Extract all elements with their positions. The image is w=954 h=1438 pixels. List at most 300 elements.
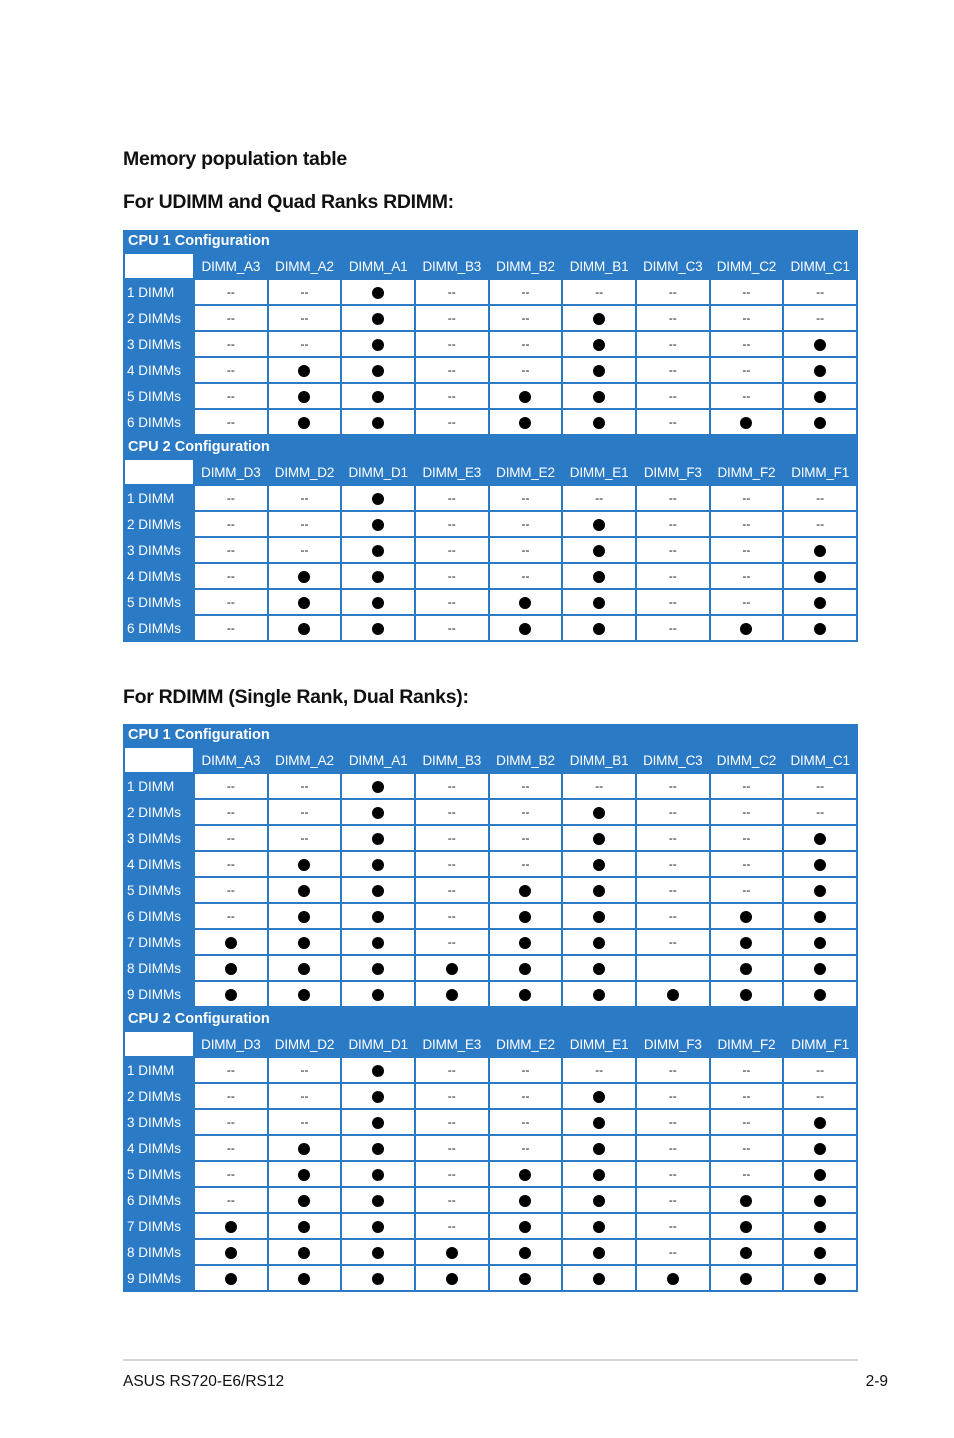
column-header: DIMM_A1 bbox=[341, 747, 415, 773]
row-label: 5 DIMMs bbox=[124, 1161, 194, 1187]
column-header: DIMM_C1 bbox=[783, 747, 857, 773]
row-label: 4 DIMMs bbox=[124, 357, 194, 383]
empty-slot-cell: -- bbox=[194, 877, 268, 903]
filled-dot-icon bbox=[225, 1247, 237, 1259]
filled-dot-icon bbox=[298, 1195, 310, 1207]
populated-slot-cell bbox=[562, 1161, 636, 1187]
column-header: DIMM_A2 bbox=[268, 747, 342, 773]
filled-dot-icon bbox=[372, 339, 384, 351]
empty-slot-cell: -- bbox=[783, 1083, 857, 1109]
populated-slot-cell bbox=[341, 773, 415, 799]
table-row bbox=[124, 1187, 857, 1213]
filled-dot-icon bbox=[593, 807, 605, 819]
empty-slot-cell: -- bbox=[415, 409, 489, 435]
empty-slot-cell: -- bbox=[415, 589, 489, 615]
column-header: DIMM_B3 bbox=[415, 253, 489, 279]
empty-slot-cell: -- bbox=[415, 537, 489, 563]
populated-slot-cell bbox=[562, 825, 636, 851]
empty-slot-cell: -- bbox=[415, 279, 489, 305]
filled-dot-icon bbox=[446, 963, 458, 975]
empty-slot-cell: -- bbox=[194, 589, 268, 615]
column-header: DIMM_E3 bbox=[415, 459, 489, 485]
populated-slot-cell bbox=[562, 851, 636, 877]
filled-dot-icon bbox=[593, 1221, 605, 1233]
filled-dot-icon bbox=[372, 1169, 384, 1181]
empty-slot-cell: -- bbox=[636, 563, 710, 589]
footer-product-name: ASUS RS720-E6/RS12 bbox=[123, 1373, 285, 1390]
udimm-memory-table bbox=[123, 230, 858, 642]
populated-slot-cell bbox=[341, 1265, 415, 1291]
row-label: 8 DIMMs bbox=[124, 955, 194, 981]
populated-slot-cell bbox=[783, 1135, 857, 1161]
filled-dot-icon bbox=[814, 1221, 826, 1233]
table-row bbox=[124, 1213, 857, 1239]
filled-dot-icon bbox=[593, 911, 605, 923]
filled-dot-icon bbox=[814, 911, 826, 923]
empty-slot-cell: -- bbox=[636, 1109, 710, 1135]
empty-slot-cell: -- bbox=[636, 1083, 710, 1109]
populated-slot-cell bbox=[341, 409, 415, 435]
populated-slot-cell bbox=[268, 955, 342, 981]
empty-slot-cell: -- bbox=[636, 589, 710, 615]
populated-slot-cell bbox=[341, 1083, 415, 1109]
empty-slot-cell: -- bbox=[710, 305, 784, 331]
empty-slot-cell: -- bbox=[783, 1057, 857, 1083]
populated-slot-cell bbox=[783, 825, 857, 851]
populated-slot-cell bbox=[489, 877, 563, 903]
empty-slot-cell: -- bbox=[194, 485, 268, 511]
table-row bbox=[124, 1083, 857, 1109]
filled-dot-icon bbox=[814, 1143, 826, 1155]
populated-slot-cell bbox=[341, 279, 415, 305]
empty-slot-cell: -- bbox=[194, 1187, 268, 1213]
table-row bbox=[124, 981, 857, 1007]
empty-slot-cell: -- bbox=[194, 279, 268, 305]
column-header: DIMM_C2 bbox=[710, 253, 784, 279]
empty-slot-cell: -- bbox=[415, 383, 489, 409]
empty-slot-cell: -- bbox=[636, 825, 710, 851]
empty-slot-cell: -- bbox=[194, 903, 268, 929]
filled-dot-icon bbox=[814, 833, 826, 845]
empty-slot-cell: -- bbox=[489, 1109, 563, 1135]
empty-slot-cell: -- bbox=[415, 1213, 489, 1239]
populated-slot-cell bbox=[710, 1265, 784, 1291]
empty-slot-cell: -- bbox=[489, 851, 563, 877]
populated-slot-cell bbox=[562, 409, 636, 435]
column-header: DIMM_D1 bbox=[341, 1031, 415, 1057]
filled-dot-icon bbox=[593, 623, 605, 635]
column-header: DIMM_E3 bbox=[415, 1031, 489, 1057]
empty-slot-cell: -- bbox=[710, 825, 784, 851]
table-row bbox=[124, 903, 857, 929]
column-header-row bbox=[124, 253, 857, 279]
empty-slot-cell: -- bbox=[636, 1135, 710, 1161]
column-header-row bbox=[124, 459, 857, 485]
filled-dot-icon bbox=[814, 859, 826, 871]
populated-slot-cell bbox=[268, 615, 342, 641]
populated-slot-cell bbox=[415, 981, 489, 1007]
populated-slot-cell bbox=[710, 1213, 784, 1239]
populated-slot-cell bbox=[341, 305, 415, 331]
column-header: DIMM_D3 bbox=[194, 459, 268, 485]
empty-slot-cell: -- bbox=[268, 511, 342, 537]
empty-slot-cell: -- bbox=[194, 409, 268, 435]
empty-slot-cell: -- bbox=[636, 851, 710, 877]
filled-dot-icon bbox=[372, 911, 384, 923]
populated-slot-cell bbox=[194, 981, 268, 1007]
filled-dot-icon bbox=[593, 1169, 605, 1181]
populated-slot-cell bbox=[562, 955, 636, 981]
column-header: DIMM_F2 bbox=[710, 459, 784, 485]
populated-slot-cell bbox=[268, 1213, 342, 1239]
row-label: 2 DIMMs bbox=[124, 511, 194, 537]
populated-slot-cell bbox=[562, 981, 636, 1007]
row-label: 7 DIMMs bbox=[124, 1213, 194, 1239]
filled-dot-icon bbox=[814, 365, 826, 377]
empty-slot-cell: -- bbox=[636, 511, 710, 537]
filled-dot-icon bbox=[519, 391, 531, 403]
filled-dot-icon bbox=[225, 1221, 237, 1233]
filled-dot-icon bbox=[446, 989, 458, 1001]
filled-dot-icon bbox=[814, 885, 826, 897]
populated-slot-cell bbox=[783, 851, 857, 877]
empty-slot-cell: -- bbox=[489, 279, 563, 305]
empty-slot-cell: -- bbox=[636, 279, 710, 305]
footer-divider bbox=[123, 1359, 858, 1361]
row-label: 8 DIMMs bbox=[124, 1239, 194, 1265]
empty-slot-cell: -- bbox=[268, 279, 342, 305]
filled-dot-icon bbox=[298, 885, 310, 897]
header-corner-cell bbox=[124, 1031, 194, 1057]
empty-slot-cell: -- bbox=[710, 589, 784, 615]
filled-dot-icon bbox=[298, 859, 310, 871]
populated-slot-cell bbox=[341, 383, 415, 409]
empty-slot-cell: -- bbox=[710, 1161, 784, 1187]
filled-dot-icon bbox=[372, 963, 384, 975]
empty-slot-cell bbox=[636, 955, 710, 981]
empty-slot-cell: -- bbox=[194, 563, 268, 589]
populated-slot-cell bbox=[341, 331, 415, 357]
column-header: DIMM_D3 bbox=[194, 1031, 268, 1057]
populated-slot-cell bbox=[268, 1187, 342, 1213]
empty-slot-cell: -- bbox=[489, 563, 563, 589]
populated-slot-cell bbox=[489, 383, 563, 409]
populated-slot-cell bbox=[341, 563, 415, 589]
empty-slot-cell: -- bbox=[710, 357, 784, 383]
filled-dot-icon bbox=[740, 1195, 752, 1207]
empty-slot-cell: -- bbox=[194, 1135, 268, 1161]
populated-slot-cell bbox=[415, 955, 489, 981]
config-row bbox=[124, 435, 857, 459]
empty-slot-cell: -- bbox=[636, 877, 710, 903]
rdimm-heading: For RDIMM (Single Rank, Dual Ranks): bbox=[123, 686, 469, 708]
column-header: DIMM_E1 bbox=[562, 459, 636, 485]
table-row bbox=[124, 1161, 857, 1187]
populated-slot-cell bbox=[562, 1265, 636, 1291]
populated-slot-cell bbox=[268, 981, 342, 1007]
populated-slot-cell bbox=[783, 1265, 857, 1291]
filled-dot-icon bbox=[740, 1221, 752, 1233]
filled-dot-icon bbox=[814, 417, 826, 429]
populated-slot-cell bbox=[562, 383, 636, 409]
empty-slot-cell: -- bbox=[194, 1161, 268, 1187]
table-row bbox=[124, 485, 857, 511]
table-row bbox=[124, 1057, 857, 1083]
filled-dot-icon bbox=[593, 545, 605, 557]
populated-slot-cell bbox=[710, 615, 784, 641]
filled-dot-icon bbox=[593, 339, 605, 351]
empty-slot-cell: -- bbox=[562, 279, 636, 305]
empty-slot-cell: -- bbox=[710, 851, 784, 877]
empty-slot-cell: -- bbox=[636, 357, 710, 383]
filled-dot-icon bbox=[372, 597, 384, 609]
populated-slot-cell bbox=[562, 1239, 636, 1265]
filled-dot-icon bbox=[298, 1143, 310, 1155]
empty-slot-cell: -- bbox=[489, 825, 563, 851]
table-row bbox=[124, 409, 857, 435]
filled-dot-icon bbox=[814, 963, 826, 975]
column-header: DIMM_D2 bbox=[268, 459, 342, 485]
filled-dot-icon bbox=[225, 1273, 237, 1285]
filled-dot-icon bbox=[225, 963, 237, 975]
column-header: DIMM_F3 bbox=[636, 459, 710, 485]
filled-dot-icon bbox=[814, 1247, 826, 1259]
filled-dot-icon bbox=[593, 963, 605, 975]
empty-slot-cell: -- bbox=[489, 305, 563, 331]
column-header: DIMM_E2 bbox=[489, 459, 563, 485]
filled-dot-icon bbox=[593, 1091, 605, 1103]
filled-dot-icon bbox=[519, 1169, 531, 1181]
empty-slot-cell: -- bbox=[562, 1057, 636, 1083]
filled-dot-icon bbox=[740, 963, 752, 975]
empty-slot-cell: -- bbox=[415, 563, 489, 589]
populated-slot-cell bbox=[783, 1239, 857, 1265]
populated-slot-cell bbox=[268, 1135, 342, 1161]
filled-dot-icon bbox=[519, 1221, 531, 1233]
empty-slot-cell: -- bbox=[268, 1083, 342, 1109]
row-label: 9 DIMMs bbox=[124, 981, 194, 1007]
row-label: 1 DIMM bbox=[124, 485, 194, 511]
empty-slot-cell: -- bbox=[636, 799, 710, 825]
empty-slot-cell: -- bbox=[268, 825, 342, 851]
populated-slot-cell bbox=[341, 799, 415, 825]
empty-slot-cell: -- bbox=[268, 773, 342, 799]
empty-slot-cell: -- bbox=[268, 485, 342, 511]
populated-slot-cell bbox=[268, 851, 342, 877]
populated-slot-cell bbox=[194, 1239, 268, 1265]
filled-dot-icon bbox=[446, 1273, 458, 1285]
populated-slot-cell bbox=[489, 1161, 563, 1187]
empty-slot-cell: -- bbox=[636, 1213, 710, 1239]
empty-slot-cell: -- bbox=[636, 537, 710, 563]
filled-dot-icon bbox=[298, 417, 310, 429]
header-corner-cell bbox=[124, 253, 194, 279]
row-label: 5 DIMMs bbox=[124, 589, 194, 615]
filled-dot-icon bbox=[593, 365, 605, 377]
populated-slot-cell bbox=[341, 981, 415, 1007]
config-label: CPU 1 Configuration bbox=[124, 724, 857, 747]
filled-dot-icon bbox=[372, 781, 384, 793]
empty-slot-cell: -- bbox=[710, 1135, 784, 1161]
filled-dot-icon bbox=[740, 1247, 752, 1259]
empty-slot-cell: -- bbox=[415, 331, 489, 357]
column-header: DIMM_F1 bbox=[783, 459, 857, 485]
populated-slot-cell bbox=[489, 589, 563, 615]
populated-slot-cell bbox=[341, 903, 415, 929]
empty-slot-cell: -- bbox=[489, 485, 563, 511]
filled-dot-icon bbox=[519, 1195, 531, 1207]
filled-dot-icon bbox=[372, 391, 384, 403]
empty-slot-cell: -- bbox=[783, 511, 857, 537]
empty-slot-cell: -- bbox=[415, 485, 489, 511]
empty-slot-cell: -- bbox=[194, 331, 268, 357]
filled-dot-icon bbox=[372, 989, 384, 1001]
table-row bbox=[124, 929, 857, 955]
filled-dot-icon bbox=[298, 571, 310, 583]
footer-page-number: 2-9 bbox=[865, 1373, 888, 1390]
filled-dot-icon bbox=[593, 833, 605, 845]
filled-dot-icon bbox=[519, 885, 531, 897]
empty-slot-cell: -- bbox=[415, 1161, 489, 1187]
populated-slot-cell bbox=[341, 877, 415, 903]
populated-slot-cell bbox=[783, 955, 857, 981]
table-row bbox=[124, 357, 857, 383]
filled-dot-icon bbox=[519, 911, 531, 923]
empty-slot-cell: -- bbox=[636, 331, 710, 357]
empty-slot-cell: -- bbox=[415, 1057, 489, 1083]
empty-slot-cell: -- bbox=[783, 799, 857, 825]
empty-slot-cell: -- bbox=[636, 1239, 710, 1265]
populated-slot-cell bbox=[783, 563, 857, 589]
empty-slot-cell: -- bbox=[710, 485, 784, 511]
filled-dot-icon bbox=[814, 1169, 826, 1181]
populated-slot-cell bbox=[489, 1265, 563, 1291]
column-header: DIMM_D2 bbox=[268, 1031, 342, 1057]
column-header: DIMM_F1 bbox=[783, 1031, 857, 1057]
empty-slot-cell: -- bbox=[710, 799, 784, 825]
populated-slot-cell bbox=[341, 1187, 415, 1213]
empty-slot-cell: -- bbox=[783, 305, 857, 331]
filled-dot-icon bbox=[814, 391, 826, 403]
empty-slot-cell: -- bbox=[636, 409, 710, 435]
table-row bbox=[124, 799, 857, 825]
empty-slot-cell: -- bbox=[636, 383, 710, 409]
empty-slot-cell: -- bbox=[710, 773, 784, 799]
row-label: 3 DIMMs bbox=[124, 825, 194, 851]
filled-dot-icon bbox=[593, 1247, 605, 1259]
table-row bbox=[124, 773, 857, 799]
populated-slot-cell bbox=[783, 383, 857, 409]
filled-dot-icon bbox=[593, 597, 605, 609]
filled-dot-icon bbox=[298, 989, 310, 1001]
empty-slot-cell: -- bbox=[489, 1083, 563, 1109]
row-label: 4 DIMMs bbox=[124, 563, 194, 589]
filled-dot-icon bbox=[519, 963, 531, 975]
populated-slot-cell bbox=[268, 1265, 342, 1291]
filled-dot-icon bbox=[298, 963, 310, 975]
filled-dot-icon bbox=[814, 1117, 826, 1129]
empty-slot-cell: -- bbox=[636, 929, 710, 955]
column-header: DIMM_D1 bbox=[341, 459, 415, 485]
populated-slot-cell bbox=[562, 1109, 636, 1135]
column-header: DIMM_B1 bbox=[562, 747, 636, 773]
populated-slot-cell bbox=[562, 357, 636, 383]
row-label: 6 DIMMs bbox=[124, 903, 194, 929]
populated-slot-cell bbox=[783, 615, 857, 641]
filled-dot-icon bbox=[667, 989, 679, 1001]
filled-dot-icon bbox=[593, 989, 605, 1001]
populated-slot-cell bbox=[268, 903, 342, 929]
empty-slot-cell: -- bbox=[194, 615, 268, 641]
populated-slot-cell bbox=[415, 1239, 489, 1265]
row-label: 2 DIMMs bbox=[124, 305, 194, 331]
empty-slot-cell: -- bbox=[636, 485, 710, 511]
filled-dot-icon bbox=[740, 911, 752, 923]
empty-slot-cell: -- bbox=[489, 799, 563, 825]
filled-dot-icon bbox=[519, 1247, 531, 1259]
empty-slot-cell: -- bbox=[415, 929, 489, 955]
populated-slot-cell bbox=[710, 409, 784, 435]
populated-slot-cell bbox=[783, 331, 857, 357]
filled-dot-icon bbox=[372, 1117, 384, 1129]
filled-dot-icon bbox=[372, 287, 384, 299]
column-header: DIMM_F3 bbox=[636, 1031, 710, 1057]
filled-dot-icon bbox=[372, 545, 384, 557]
header-corner-cell bbox=[124, 459, 194, 485]
filled-dot-icon bbox=[372, 571, 384, 583]
populated-slot-cell bbox=[268, 383, 342, 409]
populated-slot-cell bbox=[562, 537, 636, 563]
populated-slot-cell bbox=[489, 1187, 563, 1213]
empty-slot-cell: -- bbox=[415, 799, 489, 825]
column-header: DIMM_C3 bbox=[636, 253, 710, 279]
column-header-row bbox=[124, 1031, 857, 1057]
filled-dot-icon bbox=[814, 989, 826, 1001]
filled-dot-icon bbox=[372, 417, 384, 429]
populated-slot-cell bbox=[194, 1265, 268, 1291]
filled-dot-icon bbox=[814, 1195, 826, 1207]
empty-slot-cell: -- bbox=[194, 773, 268, 799]
table-row bbox=[124, 589, 857, 615]
row-label: 6 DIMMs bbox=[124, 1187, 194, 1213]
populated-slot-cell bbox=[341, 1239, 415, 1265]
row-label: 1 DIMM bbox=[124, 1057, 194, 1083]
populated-slot-cell bbox=[268, 589, 342, 615]
empty-slot-cell: -- bbox=[489, 1057, 563, 1083]
populated-slot-cell bbox=[562, 799, 636, 825]
column-header: DIMM_E1 bbox=[562, 1031, 636, 1057]
empty-slot-cell: -- bbox=[194, 1057, 268, 1083]
populated-slot-cell bbox=[341, 357, 415, 383]
row-label: 1 DIMM bbox=[124, 773, 194, 799]
empty-slot-cell: -- bbox=[710, 511, 784, 537]
filled-dot-icon bbox=[593, 859, 605, 871]
filled-dot-icon bbox=[225, 989, 237, 1001]
header-corner-cell bbox=[124, 747, 194, 773]
empty-slot-cell: -- bbox=[415, 305, 489, 331]
filled-dot-icon bbox=[519, 1273, 531, 1285]
table-row bbox=[124, 955, 857, 981]
table-row bbox=[124, 825, 857, 851]
filled-dot-icon bbox=[740, 623, 752, 635]
config-row bbox=[124, 724, 857, 747]
populated-slot-cell bbox=[341, 1213, 415, 1239]
empty-slot-cell: -- bbox=[636, 903, 710, 929]
empty-slot-cell: -- bbox=[415, 1135, 489, 1161]
filled-dot-icon bbox=[298, 1273, 310, 1285]
populated-slot-cell bbox=[562, 1187, 636, 1213]
filled-dot-icon bbox=[519, 937, 531, 949]
